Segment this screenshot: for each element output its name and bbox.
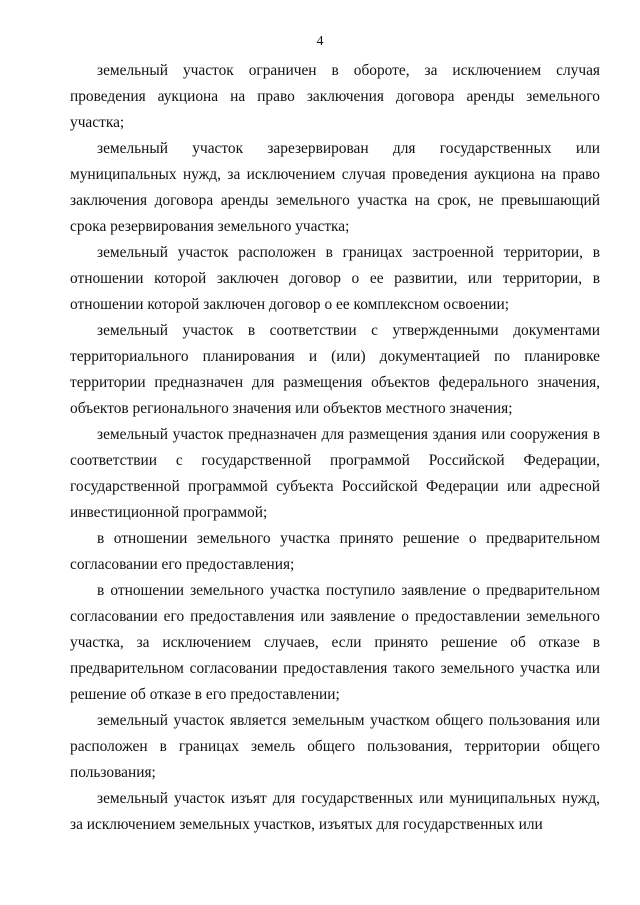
paragraph-7: в отношении земельного участка поступило заявление о предварительном согласовании его предоставления или заявление о предоставлении земельного участка, за исключением случаев, если принято решение об отказе в предварительном согласовании предоставления такого земельного участка или решение об отказе в его предоставлении; xyxy=(70,582,600,703)
paragraph-4: земельный участок в соответствии с утвержденными документами территориального планирования и (или) документацией по планировке территории предназначен для размещения объектов федерального значения, объектов регионального значения или объектов местного значения; xyxy=(70,322,600,417)
paragraph-2: земельный участок зарезервирован для государственных или муниципальных нужд, за исключением случая проведения аукциона на право заключения договора аренды земельного участка на срок, не превышающий срока резервирования земельного участка; xyxy=(70,140,600,235)
paragraph-5: земельный участок предназначен для размещения здания или сооружения в соответствии с государственной программой Российской Федерации, государственной программой субъекта Российской Федерации или адресной инвестиционной программой; xyxy=(70,426,600,521)
page-number: 4 xyxy=(316,34,324,49)
paragraph-3: земельный участок расположен в границах застроенной территории, в отношении которой заключен договор о ее развитии, или территории, в отношении которой заключен договор о ее комплексном освоении; xyxy=(70,244,600,313)
paragraph-1: земельный участок ограничен в обороте, за исключением случая проведения аукциона на право заключения договора аренды земельного участка; xyxy=(70,62,600,131)
paragraph-9: земельный участок изъят для государственных или муниципальных нужд, за исключением земельных участков, изъятых для государственных или xyxy=(70,790,600,833)
paragraph-6: в отношении земельного участка принято решение о предварительном согласовании его предоставления; xyxy=(70,530,600,573)
document-body xyxy=(70,58,600,838)
paragraph-8: земельный участок является земельным участком общего пользования или расположен в границах земель общего пользования, территории общего пользования; xyxy=(70,712,600,781)
